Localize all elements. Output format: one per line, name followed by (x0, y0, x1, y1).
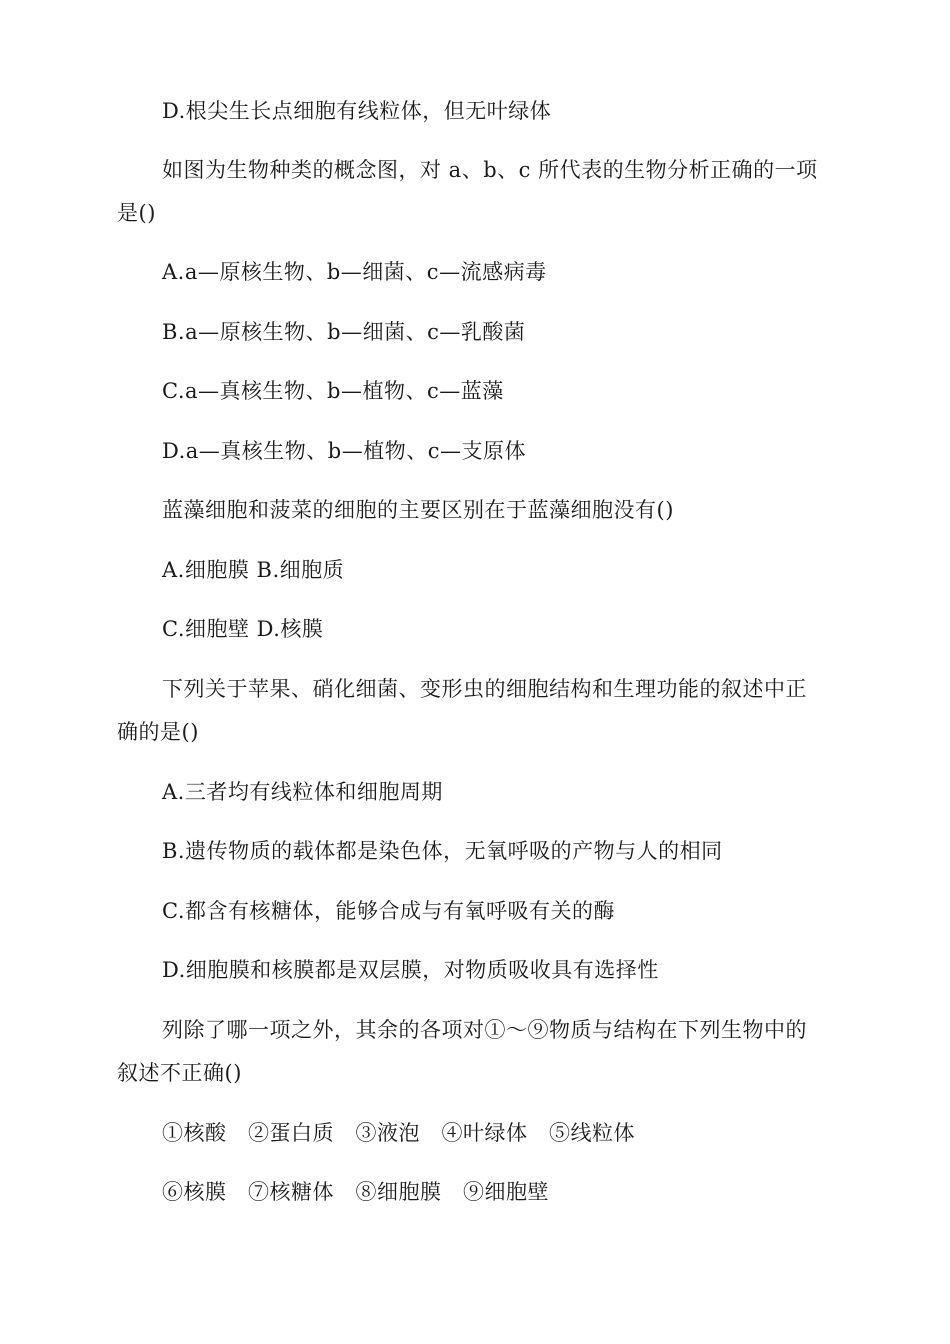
q0-option-d: D.根尖生长点细胞有线粒体，但无叶绿体 (162, 99, 552, 123)
q3-option-c: C.都含有核糖体，能够合成与有氧呼吸有关的酶 (162, 899, 615, 923)
q3-option-d: D.细胞膜和核膜都是双层膜，对物质吸收具有选择性 (162, 958, 659, 982)
q1-option-b: B.a—原核生物、b—细菌、c—乳酸菌 (162, 320, 526, 344)
q4-items-line2: ⑥核膜 ⑦核糖体 ⑧细胞膜 ⑨细胞壁 (162, 1180, 549, 1204)
q2-options-ab: A.细胞膜 B.细胞质 (162, 558, 345, 582)
q4-stem-line2: 叙述不正确() (117, 1061, 242, 1085)
q3-option-b: B.遗传物质的载体都是染色体，无氧呼吸的产物与人的相同 (162, 839, 723, 863)
q1-option-c: C.a—真核生物、b—植物、c—蓝藻 (162, 379, 504, 403)
q2-stem: 蓝藻细胞和菠菜的细胞的主要区别在于蓝藻细胞没有() (162, 498, 674, 522)
q1-option-d: D.a—真核生物、b—植物、c—支原体 (162, 439, 526, 463)
q3-stem-line1: 下列关于苹果、硝化细菌、变形虫的细胞结构和生理功能的叙述中正 (162, 677, 807, 701)
q4-stem-line1: 列除了哪一项之外，其余的各项对①～⑨物质与结构在下列生物中的 (162, 1018, 807, 1042)
q3-stem-line2: 确的是() (117, 720, 199, 744)
q4-items-line1: ①核酸 ②蛋白质 ③液泡 ④叶绿体 ⑤线粒体 (162, 1121, 635, 1145)
q3-option-a: A.三者均有线粒体和细胞周期 (162, 780, 443, 804)
q1-stem-line2: 是() (117, 201, 156, 225)
q1-option-a: A.a—原核生物、b—细菌、c—流感病毒 (162, 260, 547, 284)
q1-stem-line1: 如图为生物种类的概念图，对 a、b、c 所代表的生物分析正确的一项 (162, 158, 818, 182)
q2-options-cd: C.细胞壁 D.核膜 (162, 617, 324, 641)
